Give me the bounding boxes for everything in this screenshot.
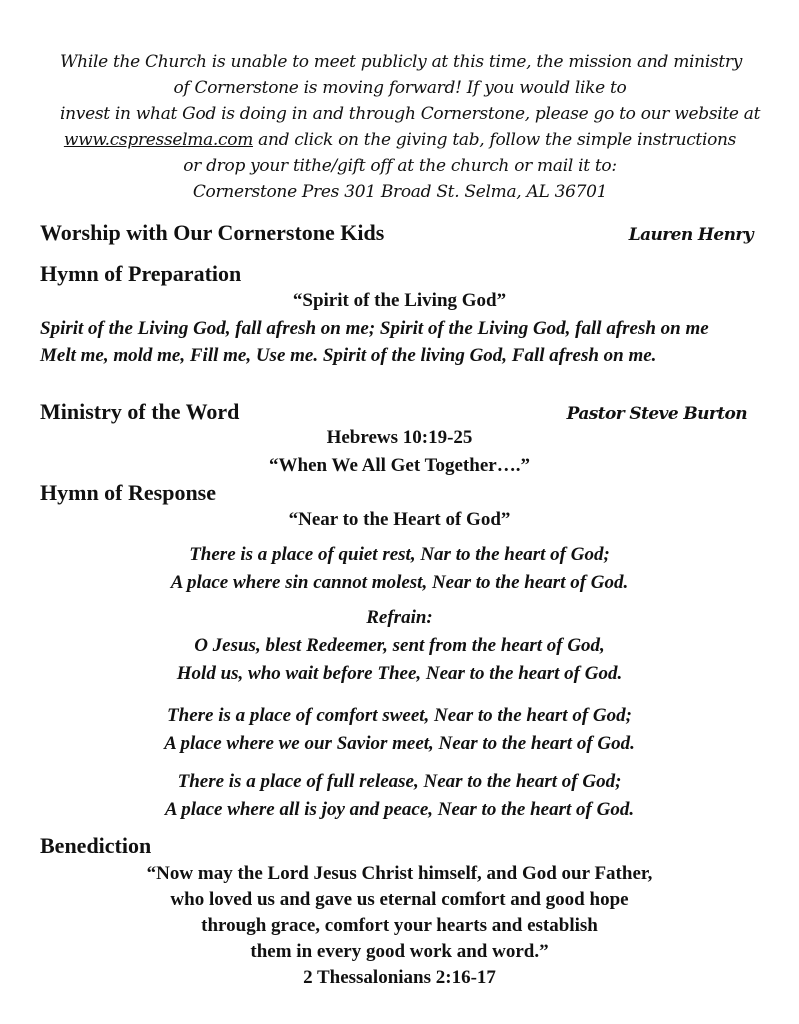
benediction-line: “Now may the Lord Jesus Christ himself, and God our Father,	[146, 863, 653, 884]
verse-line: A place where all is joy and peace, Near to the heart of God.	[164, 799, 635, 820]
ministry-heading: Ministry of the Word	[40, 399, 240, 424]
benediction-heading: Benediction	[40, 833, 152, 858]
ministry-leader: Pastor Steve Burton	[566, 404, 747, 424]
lyrics-line: Melt me, mold me, Fill me, Use me. Spirit of the living God, Fall afresh on me.	[40, 345, 657, 366]
scripture-reference: Hebrews 10:19-25	[326, 427, 473, 448]
lyrics-line: Spirit of the Living God, fall afresh on me; Spirit of the Living God, fall afresh on me	[40, 318, 709, 339]
verse-line: There is a place of full release, Near to the heart of God;	[177, 771, 622, 792]
verse-line: There is a place of comfort sweet, Near to the heart of God;	[167, 705, 632, 726]
notice-line: invest in what God is doing in and through Cornerstone, please go to our website at	[60, 104, 761, 124]
giving-notice	[60, 49, 761, 205]
hymn-verse-3	[0, 768, 799, 824]
verse-line: A place where sin cannot molest, Near to the heart of God.	[170, 572, 629, 593]
notice-line: While the Church is unable to meet publicly at this time, the mission and ministry	[60, 52, 743, 72]
notice-line: or drop your tithe/gift off at the church or mail it to:	[183, 156, 617, 176]
benediction-line: who loved us and gave us eternal comfort and good hope	[170, 889, 629, 910]
hymn-refrain	[0, 604, 799, 688]
benediction-text	[0, 861, 799, 991]
response-heading: Hymn of Response	[40, 480, 217, 505]
response-hymn-title: “Near to the Heart of God”	[288, 509, 511, 530]
preparation-hymn-title: “Spirit of the Living God”	[292, 290, 507, 311]
verse-line: O Jesus, blest Redeemer, sent from the heart of God,	[194, 635, 605, 656]
worship-heading: Worship with Our Cornerstone Kids	[40, 220, 385, 245]
preparation-heading: Hymn of Preparation	[40, 261, 242, 286]
benediction-reference: 2 Thessalonians 2:16-17	[303, 967, 496, 988]
notice-line	[60, 127, 740, 153]
worship-leader: Lauren Henry	[628, 225, 753, 245]
verse-line: There is a place of quiet rest, Nar to the heart of God;	[189, 544, 610, 565]
benediction-line: through grace, comfort your hearts and establish	[201, 915, 598, 936]
notice-line-rest: and click on the giving tab, follow the simple instructions	[253, 130, 737, 150]
benediction-line: them in every good work and word.”	[250, 941, 549, 962]
hymn-verse-1	[0, 541, 799, 597]
mailing-address: Cornerstone Pres 301 Broad St. Selma, AL 36701	[192, 182, 608, 202]
sermon-title: “When We All Get Together….”	[269, 455, 530, 476]
refrain-label: Refrain:	[366, 607, 433, 628]
hymn-verse-2	[0, 702, 799, 758]
website-link[interactable]: www.cspresselma.com	[63, 130, 254, 150]
notice-line: of Cornerstone is moving forward! If you would like to	[173, 78, 627, 98]
verse-line: A place where we our Savior meet, Near to the heart of God.	[164, 733, 635, 754]
preparation-lyrics	[40, 316, 740, 368]
verse-line: Hold us, who wait before Thee, Near to the heart of God.	[176, 663, 623, 684]
